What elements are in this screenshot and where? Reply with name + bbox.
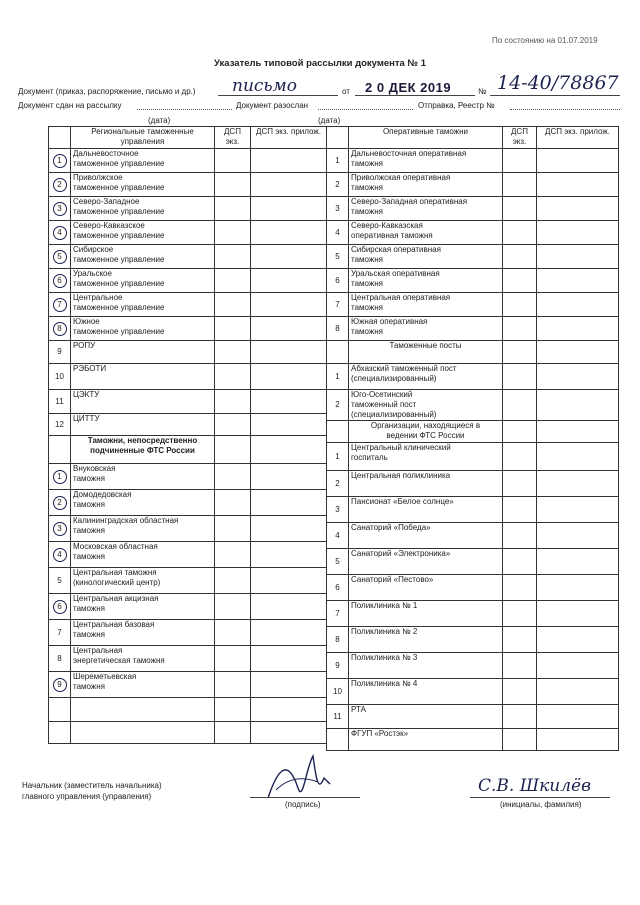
right-row-number: 9 <box>327 653 349 679</box>
left-row <box>49 245 327 269</box>
right-row <box>327 293 619 317</box>
left-row-name: Центральная таможня (кинологический центр) <box>71 568 215 594</box>
date-underline <box>355 95 475 96</box>
right-row-number: 6 <box>327 575 349 601</box>
left-row-dsp-app <box>251 594 327 620</box>
left-row <box>49 317 327 341</box>
right-row-dsp-app <box>537 269 619 293</box>
submitted-field <box>137 109 232 110</box>
handwritten-doc-type: письмо <box>232 76 298 96</box>
left-row <box>49 341 327 364</box>
left-row-number: 9 <box>49 341 71 364</box>
right-row-dsp-app <box>537 149 619 173</box>
left-row <box>49 516 327 542</box>
left-row-name <box>71 722 215 744</box>
right-row-number: 4 <box>327 523 349 549</box>
left-row-dsp <box>215 197 251 221</box>
right-header-name: Оперативные таможни <box>349 127 503 149</box>
right-row-dsp-app <box>537 293 619 317</box>
right-row-dsp <box>503 549 537 575</box>
regional-customs-table <box>48 126 327 744</box>
left-row-dsp-app <box>251 542 327 568</box>
right-row-dsp-app <box>537 471 619 497</box>
right-row-dsp <box>503 471 537 497</box>
right-header-num <box>327 127 349 149</box>
left-row-name <box>71 698 215 722</box>
right-row <box>327 471 619 497</box>
circled-number-mark: 8 <box>53 322 67 336</box>
right-row-dsp-app <box>537 221 619 245</box>
from-label: от <box>342 87 350 96</box>
right-row <box>327 601 619 627</box>
right-row-name: Поликлиника № 1 <box>349 601 503 627</box>
right-row-dsp <box>503 364 537 390</box>
left-row-number: 11 <box>49 390 71 414</box>
right-row-name: Приволжская оперативная таможня <box>349 173 503 197</box>
left-row-dsp <box>215 594 251 620</box>
left-row-name: Уральское таможенное управление <box>71 269 215 293</box>
circled-number-mark: 7 <box>53 298 67 312</box>
left-row-number <box>49 317 71 341</box>
right-row-number <box>327 421 349 443</box>
left-row-number <box>49 436 71 464</box>
left-row <box>49 698 327 722</box>
left-row-name: Северо-Кавказское таможенное управление <box>71 221 215 245</box>
left-row-name: Центральная базовая таможня <box>71 620 215 646</box>
left-row-dsp <box>215 722 251 744</box>
circled-number-mark: 2 <box>53 496 67 510</box>
left-row-name: Домодедовская таможня <box>71 490 215 516</box>
right-row <box>327 679 619 705</box>
right-row-dsp-app <box>537 364 619 390</box>
right-row-number: 8 <box>327 317 349 341</box>
right-row <box>327 653 619 679</box>
circled-number-mark: 9 <box>53 678 67 692</box>
right-row <box>327 364 619 390</box>
doc-type-label: Документ (приказ, распоряжение, письмо и др.) <box>18 87 196 96</box>
left-row-dsp <box>215 490 251 516</box>
right-section-heading: Организации, находящиеся в ведении ФТС России <box>349 421 503 443</box>
left-row-dsp <box>215 221 251 245</box>
left-row-dsp-app <box>251 516 327 542</box>
left-row <box>49 490 327 516</box>
right-row-dsp-app <box>537 627 619 653</box>
circled-number-mark: 5 <box>53 250 67 264</box>
right-row-number: 6 <box>327 269 349 293</box>
sent-field <box>318 109 413 110</box>
left-row <box>49 414 327 436</box>
left-row-number <box>49 542 71 568</box>
right-row-number: 10 <box>327 679 349 705</box>
right-row-number: 5 <box>327 245 349 269</box>
left-row-name: Сибирское таможенное управление <box>71 245 215 269</box>
right-row-dsp <box>503 497 537 523</box>
right-row-dsp <box>503 245 537 269</box>
right-row <box>327 390 619 421</box>
right-row <box>327 729 619 751</box>
right-section-heading: Таможенные посты <box>349 341 503 364</box>
left-row-name: Центральная акцизная таможня <box>71 594 215 620</box>
left-row-dsp <box>215 672 251 698</box>
right-row-number: 2 <box>327 173 349 197</box>
left-row-number <box>49 672 71 698</box>
document-title: Указатель типовой рассылки документа № 1 <box>214 58 426 69</box>
right-row-dsp <box>503 653 537 679</box>
right-row-number: 7 <box>327 601 349 627</box>
left-row-number <box>49 269 71 293</box>
right-row-dsp <box>503 443 537 471</box>
right-row-dsp-app <box>537 421 619 443</box>
right-row-dsp <box>503 705 537 729</box>
right-row-dsp-app <box>537 601 619 627</box>
right-row-dsp-app <box>537 173 619 197</box>
left-row-number <box>49 464 71 490</box>
right-row-number: 2 <box>327 471 349 497</box>
left-row-number <box>49 245 71 269</box>
right-row-dsp <box>503 421 537 443</box>
left-row-dsp <box>215 245 251 269</box>
right-row <box>327 221 619 245</box>
left-row-number <box>49 722 71 744</box>
number-underline <box>490 95 620 96</box>
left-row-dsp-app <box>251 620 327 646</box>
right-row-dsp <box>503 679 537 705</box>
left-row-dsp-app <box>251 245 327 269</box>
right-row-name: ФГУП «Ростэк» <box>349 729 503 751</box>
left-row-dsp-app <box>251 464 327 490</box>
right-row <box>327 197 619 221</box>
left-row-number <box>49 173 71 197</box>
right-row <box>327 443 619 471</box>
right-row-name: Поликлиника № 4 <box>349 679 503 705</box>
circled-number-mark: 3 <box>53 522 67 536</box>
left-row <box>49 173 327 197</box>
right-row-dsp-app <box>537 197 619 221</box>
right-row-name: Поликлиника № 2 <box>349 627 503 653</box>
left-row-number <box>49 698 71 722</box>
circled-number-mark: 1 <box>53 154 67 168</box>
left-row-dsp-app <box>251 722 327 744</box>
left-row-dsp-app <box>251 672 327 698</box>
circled-number-mark: 4 <box>53 226 67 240</box>
right-row <box>327 317 619 341</box>
left-row-number <box>49 490 71 516</box>
left-row-number: 12 <box>49 414 71 436</box>
left-row-dsp <box>215 464 251 490</box>
right-row-dsp <box>503 317 537 341</box>
right-row-name: РТА <box>349 705 503 729</box>
right-row-dsp <box>503 269 537 293</box>
name-caption: (инициалы, фамилия) <box>500 800 582 809</box>
right-row-name: Сибирская оперативная таможня <box>349 245 503 269</box>
left-row <box>49 221 327 245</box>
right-row-number: 11 <box>327 705 349 729</box>
left-row-dsp <box>215 542 251 568</box>
left-row-dsp <box>215 414 251 436</box>
right-row-number: 3 <box>327 497 349 523</box>
right-row <box>327 149 619 173</box>
left-row-dsp-app <box>251 568 327 594</box>
right-row <box>327 705 619 729</box>
left-row <box>49 464 327 490</box>
left-row-dsp <box>215 364 251 390</box>
right-row <box>327 173 619 197</box>
right-row-name: Пансионат «Белое солнце» <box>349 497 503 523</box>
left-row-dsp-app <box>251 364 327 390</box>
left-header-num <box>49 127 71 149</box>
right-row-number: 1 <box>327 149 349 173</box>
right-row-dsp-app <box>537 497 619 523</box>
left-row-dsp <box>215 620 251 646</box>
right-row-name: Поликлиника № 3 <box>349 653 503 679</box>
right-row-dsp-app <box>537 729 619 751</box>
left-row-number <box>49 197 71 221</box>
right-row-dsp-app <box>537 390 619 421</box>
right-row-name: Центральная поликлиника <box>349 471 503 497</box>
right-row-dsp-app <box>537 679 619 705</box>
right-row-name: Абхазский таможенный пост (специализированный) <box>349 364 503 390</box>
dispatch-label: Отправка, Реестр № <box>418 101 495 110</box>
left-row <box>49 269 327 293</box>
left-row <box>49 646 327 672</box>
left-row-dsp <box>215 341 251 364</box>
left-row-name: ЦИТТУ <box>71 414 215 436</box>
right-header-dsp-app: ДСП экз. прилож. <box>537 127 619 149</box>
submitted-label: Документ сдан на рассылку <box>18 101 122 110</box>
right-row-number: 4 <box>327 221 349 245</box>
left-row-name: Дальневосточное таможенное управление <box>71 149 215 173</box>
right-row-dsp <box>503 601 537 627</box>
right-row-dsp <box>503 221 537 245</box>
left-row-name: Центральное таможенное управление <box>71 293 215 317</box>
left-row-name: Приволжское таможенное управление <box>71 173 215 197</box>
right-header-dsp: ДСП экз. <box>503 127 537 149</box>
right-row-name: Дальневосточная оперативная таможня <box>349 149 503 173</box>
left-row-name: Внуковская таможня <box>71 464 215 490</box>
right-row <box>327 523 619 549</box>
left-row-dsp-app <box>251 173 327 197</box>
right-row-dsp <box>503 390 537 421</box>
left-row-number <box>49 221 71 245</box>
left-row-dsp-app <box>251 221 327 245</box>
left-row-number <box>49 516 71 542</box>
right-row-name: Центральный клинический госпиталь <box>349 443 503 471</box>
right-row-dsp-app <box>537 341 619 364</box>
right-row-dsp <box>503 149 537 173</box>
right-row-dsp <box>503 173 537 197</box>
left-row-name: Северо-Западное таможенное управление <box>71 197 215 221</box>
sent-label: Документ разослан <box>236 101 309 110</box>
date-caption-2: (дата) <box>318 116 341 125</box>
left-row-dsp-app <box>251 293 327 317</box>
right-row-dsp-app <box>537 653 619 679</box>
right-row <box>327 269 619 293</box>
left-row-dsp <box>215 293 251 317</box>
left-row <box>49 390 327 414</box>
left-row <box>49 436 327 464</box>
left-row-number: 10 <box>49 364 71 390</box>
left-row <box>49 149 327 173</box>
right-row-name: Санаторий «Электроника» <box>349 549 503 575</box>
left-row <box>49 722 327 744</box>
right-row-number: 1 <box>327 443 349 471</box>
left-row-name: Шереметьевская таможня <box>71 672 215 698</box>
right-row-dsp-app <box>537 245 619 269</box>
left-row <box>49 594 327 620</box>
left-header-dsp-app: ДСП экз. прилож. <box>251 127 327 149</box>
left-row-name: Калининградская областная таможня <box>71 516 215 542</box>
right-row-number <box>327 341 349 364</box>
left-row-dsp <box>215 390 251 414</box>
left-row-dsp-app <box>251 436 327 464</box>
handwritten-doc-number: 14-40/78867 <box>497 72 619 94</box>
right-row-dsp <box>503 341 537 364</box>
signature-caption: (подпись) <box>285 800 321 809</box>
circled-number-mark: 2 <box>53 178 67 192</box>
handwritten-signer-name: С.В. Шкилёв <box>478 776 591 796</box>
left-row <box>49 293 327 317</box>
right-row-dsp <box>503 575 537 601</box>
circled-number-mark: 6 <box>53 274 67 288</box>
circled-number-mark: 6 <box>53 600 67 614</box>
left-row-number <box>49 149 71 173</box>
status-date: По состоянию на 01.07.2019 <box>492 36 598 45</box>
right-row-name: Уральская оперативная таможня <box>349 269 503 293</box>
right-row-dsp-app <box>537 317 619 341</box>
left-row-number <box>49 594 71 620</box>
right-row-dsp <box>503 627 537 653</box>
right-row <box>327 627 619 653</box>
left-row-dsp-app <box>251 269 327 293</box>
right-row-name: Северо-Кавказская оперативная таможня <box>349 221 503 245</box>
left-row-number <box>49 293 71 317</box>
date-caption-1: (дата) <box>148 116 171 125</box>
dispatch-field <box>510 109 620 110</box>
name-underline <box>470 797 610 798</box>
right-row-dsp <box>503 197 537 221</box>
left-row-dsp <box>215 173 251 197</box>
circled-number-mark: 3 <box>53 202 67 216</box>
right-row-number: 7 <box>327 293 349 317</box>
left-row <box>49 542 327 568</box>
left-row-number: 5 <box>49 568 71 594</box>
right-row <box>327 245 619 269</box>
right-row-dsp <box>503 293 537 317</box>
left-row <box>49 568 327 594</box>
left-row <box>49 620 327 646</box>
left-row <box>49 364 327 390</box>
left-row-name: РОПУ <box>71 341 215 364</box>
left-row <box>49 672 327 698</box>
left-row-dsp <box>215 568 251 594</box>
circled-number-mark: 1 <box>53 470 67 484</box>
right-row-dsp <box>503 729 537 751</box>
left-row-name: ЦЭКТУ <box>71 390 215 414</box>
right-row-name: Северо-Западная оперативная таможня <box>349 197 503 221</box>
left-row-number: 7 <box>49 620 71 646</box>
right-row-dsp-app <box>537 575 619 601</box>
right-row-dsp <box>503 523 537 549</box>
left-row-dsp-app <box>251 646 327 672</box>
right-row-number: 5 <box>327 549 349 575</box>
operational-customs-table <box>326 126 619 751</box>
left-row-dsp <box>215 516 251 542</box>
left-row-dsp <box>215 149 251 173</box>
left-header-name: Региональные таможенные управления <box>71 127 215 149</box>
right-row-dsp-app <box>537 523 619 549</box>
left-section-heading: Таможни, непосредственно подчиненные ФТС России <box>71 436 215 464</box>
left-row-dsp <box>215 317 251 341</box>
left-row <box>49 197 327 221</box>
left-row-dsp-app <box>251 197 327 221</box>
right-row-dsp-app <box>537 443 619 471</box>
right-row-name: Юго-Осетинский таможенный пост (специализированный) <box>349 390 503 421</box>
number-label: № <box>478 87 487 96</box>
right-row-number: 8 <box>327 627 349 653</box>
left-row-name: РЭБОТИ <box>71 364 215 390</box>
circled-number-mark: 4 <box>53 548 67 562</box>
right-row <box>327 497 619 523</box>
left-row-dsp-app <box>251 317 327 341</box>
left-row-number: 8 <box>49 646 71 672</box>
signature-underline <box>250 797 360 798</box>
right-row <box>327 549 619 575</box>
right-row <box>327 421 619 443</box>
right-row-dsp-app <box>537 705 619 729</box>
left-row-dsp-app <box>251 390 327 414</box>
left-row-name: Центральная энергетическая таможня <box>71 646 215 672</box>
right-row-name: Санаторий «Победа» <box>349 523 503 549</box>
left-header-dsp: ДСП экз. <box>215 127 251 149</box>
left-row-dsp <box>215 646 251 672</box>
right-row-dsp-app <box>537 549 619 575</box>
left-row-name: Московская областная таможня <box>71 542 215 568</box>
left-row-dsp-app <box>251 490 327 516</box>
left-row-dsp-app <box>251 414 327 436</box>
left-row-name: Южное таможенное управление <box>71 317 215 341</box>
left-row-dsp-app <box>251 698 327 722</box>
right-row-number: 3 <box>327 197 349 221</box>
signer-position: Начальник (заместитель начальника) главного управления (управления) <box>22 781 162 801</box>
right-row-name: Южная оперативная таможня <box>349 317 503 341</box>
right-row-number: 2 <box>327 390 349 421</box>
left-row-dsp <box>215 698 251 722</box>
left-row-dsp-app <box>251 341 327 364</box>
right-row <box>327 341 619 364</box>
right-row <box>327 575 619 601</box>
date-stamp: 2 0 ДЕК 2019 <box>365 80 452 95</box>
left-row-dsp-app <box>251 149 327 173</box>
left-row-dsp <box>215 269 251 293</box>
left-row-dsp <box>215 436 251 464</box>
right-row-number: 1 <box>327 364 349 390</box>
right-row-name: Центральная оперативная таможня <box>349 293 503 317</box>
right-row-name: Санаторий «Пестово» <box>349 575 503 601</box>
